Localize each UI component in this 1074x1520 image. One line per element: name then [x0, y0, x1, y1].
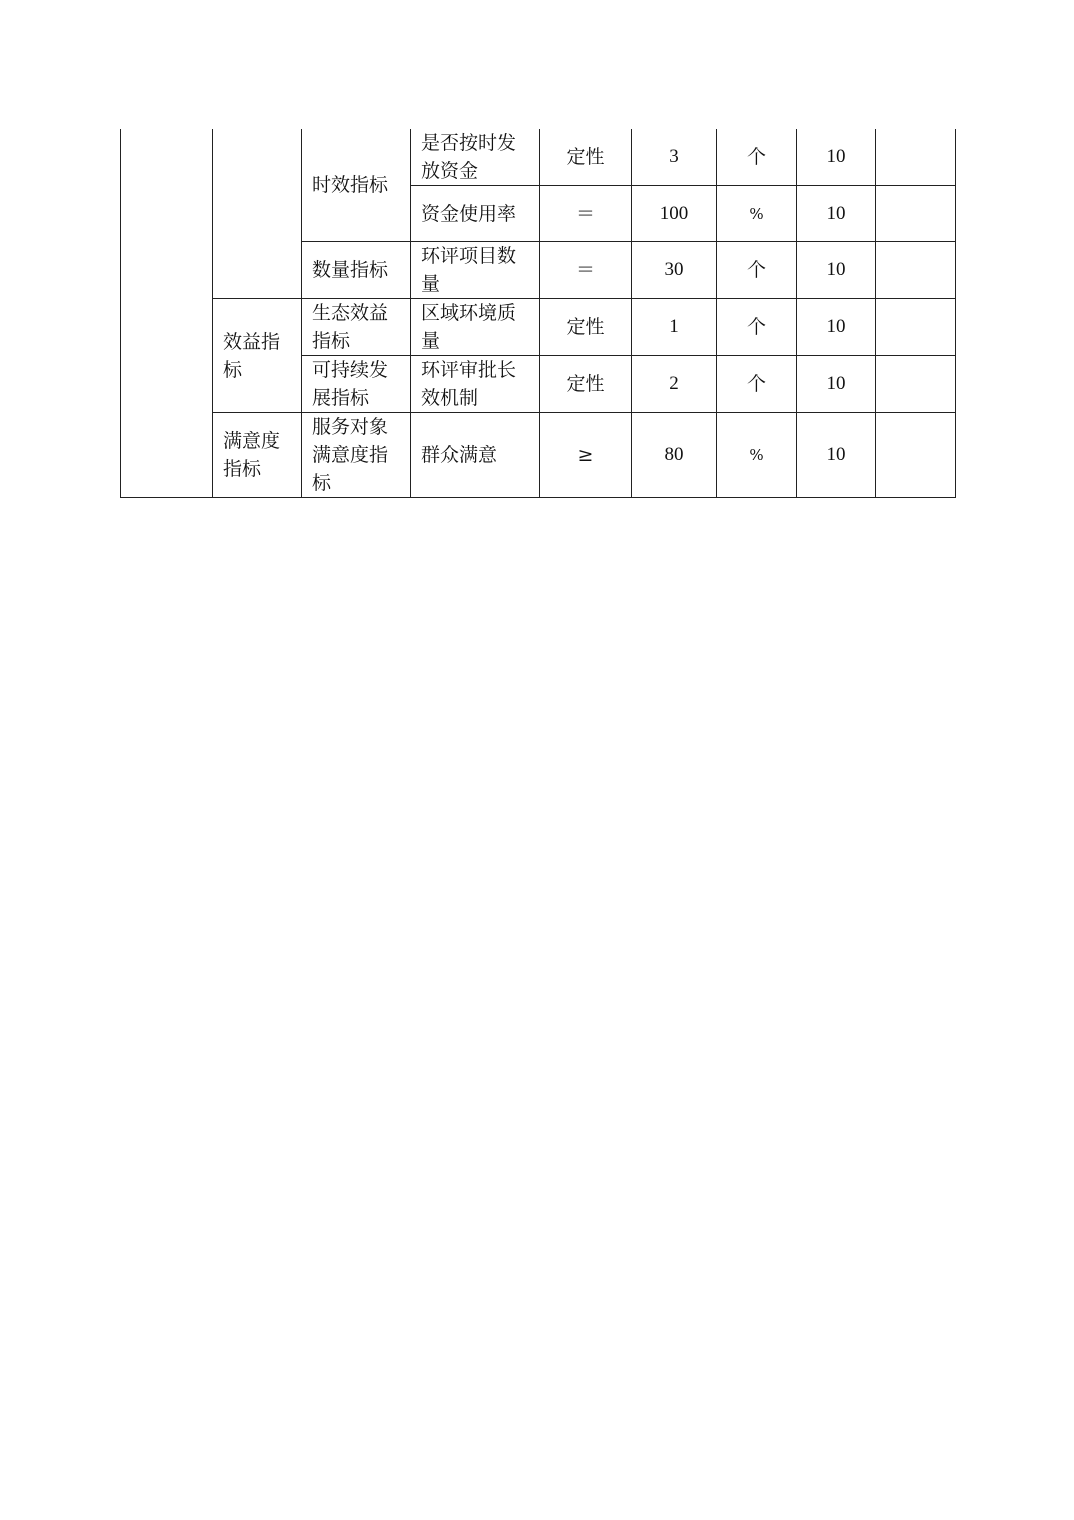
table-row — [121, 413, 956, 498]
table-row — [121, 299, 956, 356]
score-cell: 10 — [797, 129, 876, 186]
operator-cell: ＝ — [540, 186, 632, 242]
level3-cell: 生态效益指标 — [302, 299, 411, 356]
level2-cell: 效益指标 — [213, 299, 302, 413]
target-value-cell: 3 — [632, 129, 717, 186]
score-cell: 10 — [797, 356, 876, 413]
indicator-name-cell: 是否按时发放资金 — [411, 129, 540, 186]
indicator-name-cell: 环评审批长效机制 — [411, 356, 540, 413]
level2-cell — [213, 129, 302, 299]
level3-cell: 可持续发展指标 — [302, 356, 411, 413]
target-value-cell: 2 — [632, 356, 717, 413]
performance-indicator-table — [120, 129, 956, 498]
unit-cell: 个 — [717, 242, 797, 299]
target-value-cell: 30 — [632, 242, 717, 299]
remark-cell — [876, 186, 956, 242]
level2-cell: 满意度指标 — [213, 413, 302, 498]
indicator-name-cell: 群众满意 — [411, 413, 540, 498]
target-value-cell: 80 — [632, 413, 717, 498]
target-value-cell: 1 — [632, 299, 717, 356]
level3-cell: 数量指标 — [302, 242, 411, 299]
remark-cell — [876, 242, 956, 299]
level1-cell — [121, 129, 213, 498]
operator-cell: 定性 — [540, 299, 632, 356]
score-cell: 10 — [797, 299, 876, 356]
unit-cell: 个 — [717, 299, 797, 356]
remark-cell — [876, 299, 956, 356]
unit-cell: 个 — [717, 129, 797, 186]
unit-cell: % — [717, 186, 797, 242]
indicator-name-cell: 区域环境质量 — [411, 299, 540, 356]
table-row — [121, 129, 956, 186]
operator-cell: ≥ — [540, 413, 632, 498]
score-cell: 10 — [797, 242, 876, 299]
level3-cell: 服务对象满意度指标 — [302, 413, 411, 498]
indicator-name-cell: 环评项目数量 — [411, 242, 540, 299]
indicator-name-cell: 资金使用率 — [411, 186, 540, 242]
remark-cell — [876, 356, 956, 413]
unit-cell: % — [717, 413, 797, 498]
score-cell: 10 — [797, 186, 876, 242]
remark-cell — [876, 413, 956, 498]
operator-cell: 定性 — [540, 129, 632, 186]
operator-cell: 定性 — [540, 356, 632, 413]
unit-cell: 个 — [717, 356, 797, 413]
remark-cell — [876, 129, 956, 186]
level3-cell: 时效指标 — [302, 129, 411, 242]
target-value-cell: 100 — [632, 186, 717, 242]
score-cell: 10 — [797, 413, 876, 498]
operator-cell: ＝ — [540, 242, 632, 299]
